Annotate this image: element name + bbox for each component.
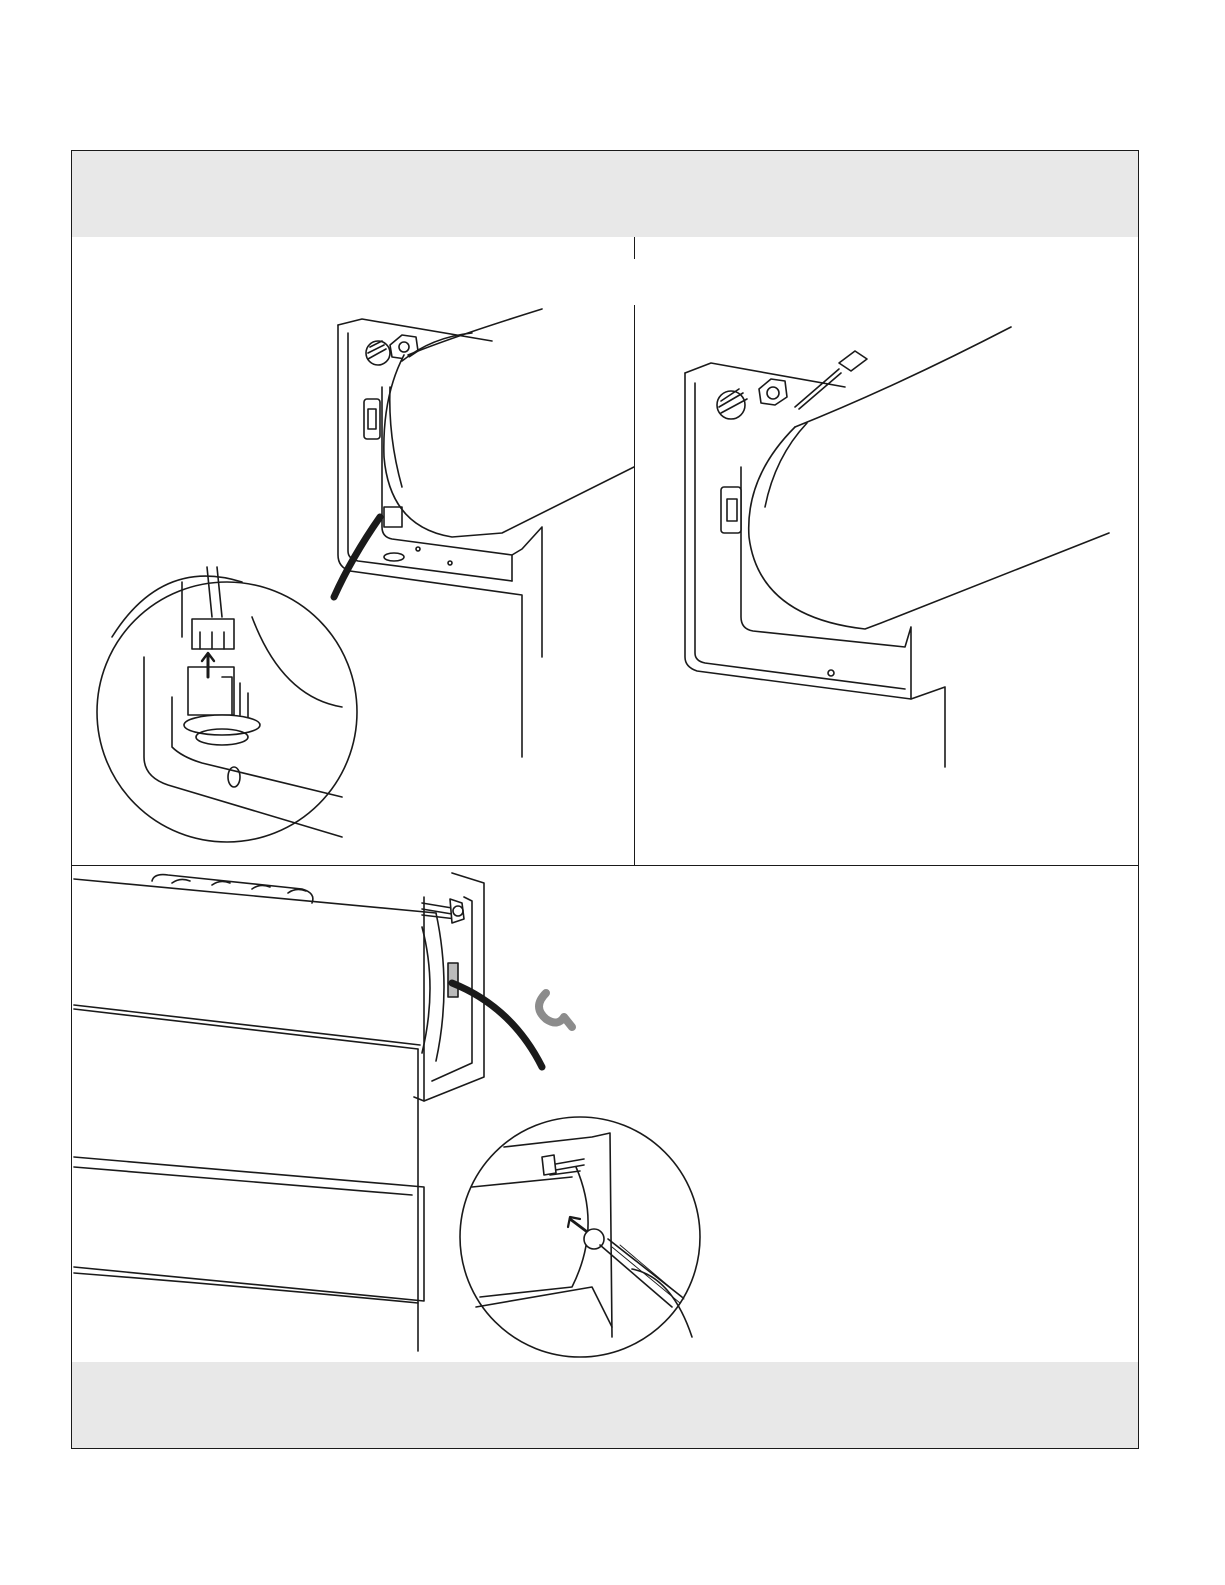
bracket-connector-illustration xyxy=(72,237,634,865)
step-right-panel xyxy=(635,237,1139,865)
wrench-icon xyxy=(539,993,572,1027)
footer-band xyxy=(72,1362,1138,1448)
row-divider xyxy=(72,865,1138,866)
header-band xyxy=(72,151,1138,237)
instruction-frame xyxy=(71,150,1139,1449)
step-bottom-panel xyxy=(72,867,1138,1362)
bracket-mounted-roller-illustration xyxy=(635,237,1139,865)
step-left-panel xyxy=(72,237,634,865)
roller-shade-wrench-illustration xyxy=(72,867,1138,1362)
